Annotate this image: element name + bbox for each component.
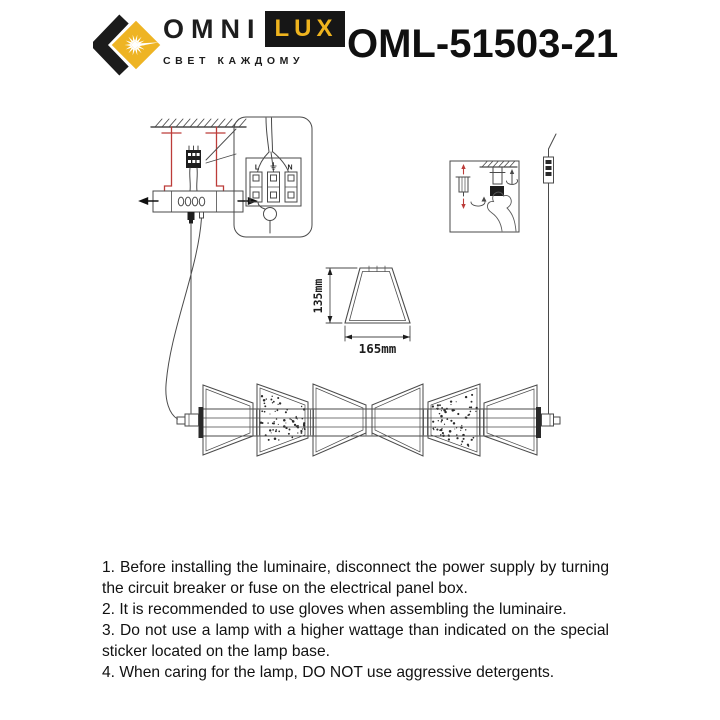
instruction-item-1: 1. Before installing the luminaire, disconnect the power supply by turning the circuit breaker or fuse on the electrical panel box. [102, 559, 609, 597]
shade-dimension-diagram [311, 266, 410, 356]
brand-name-primary: OMNI [163, 13, 262, 44]
height-adjustment-diagram [450, 161, 519, 232]
terminal-label-n: N [287, 164, 293, 172]
wiring-callout [234, 117, 312, 237]
suspension-cable-right [544, 134, 557, 414]
hand-adjust [480, 162, 517, 232]
rotate-arrow-left [471, 197, 487, 207]
dim-width-label: 165mm [358, 341, 397, 356]
instruction-item-3: 3. Do not use a lamp with a higher wattage than indicated on the special sticker located on the lamp base. [102, 622, 609, 660]
terminal-label-l: L [254, 164, 260, 172]
model-number: OML-51503-21 [347, 22, 619, 66]
brand-name-secondary-badge: LUX [265, 11, 345, 47]
end-caps [177, 407, 560, 438]
brand-tagline: СВЕТ КАЖДОМУ [163, 55, 305, 67]
instructions-list [102, 557, 609, 683]
stipple-texture [260, 394, 478, 447]
suspension-cables-left [166, 218, 202, 419]
cord-grip [456, 177, 470, 196]
dim-height-label: 135mm [311, 278, 325, 314]
luminaire-side-view [177, 384, 560, 456]
hand-icon [487, 192, 516, 231]
wire-loop [258, 202, 277, 233]
callout-leader-lines [206, 129, 236, 163]
dim-width [345, 326, 410, 356]
dim-height [311, 268, 357, 323]
canopy [153, 191, 243, 212]
terminal-block [186, 146, 201, 191]
instruction-item-4: 4. When caring for the lamp, DO NOT use aggressive detergents. [102, 664, 555, 681]
instruction-item-2: 2. It is recommended to use gloves when assembling the luminaire. [102, 601, 567, 618]
ceiling-mount-diagram [140, 119, 256, 419]
terminal-connectors [250, 172, 297, 202]
cone-shades [203, 384, 537, 456]
